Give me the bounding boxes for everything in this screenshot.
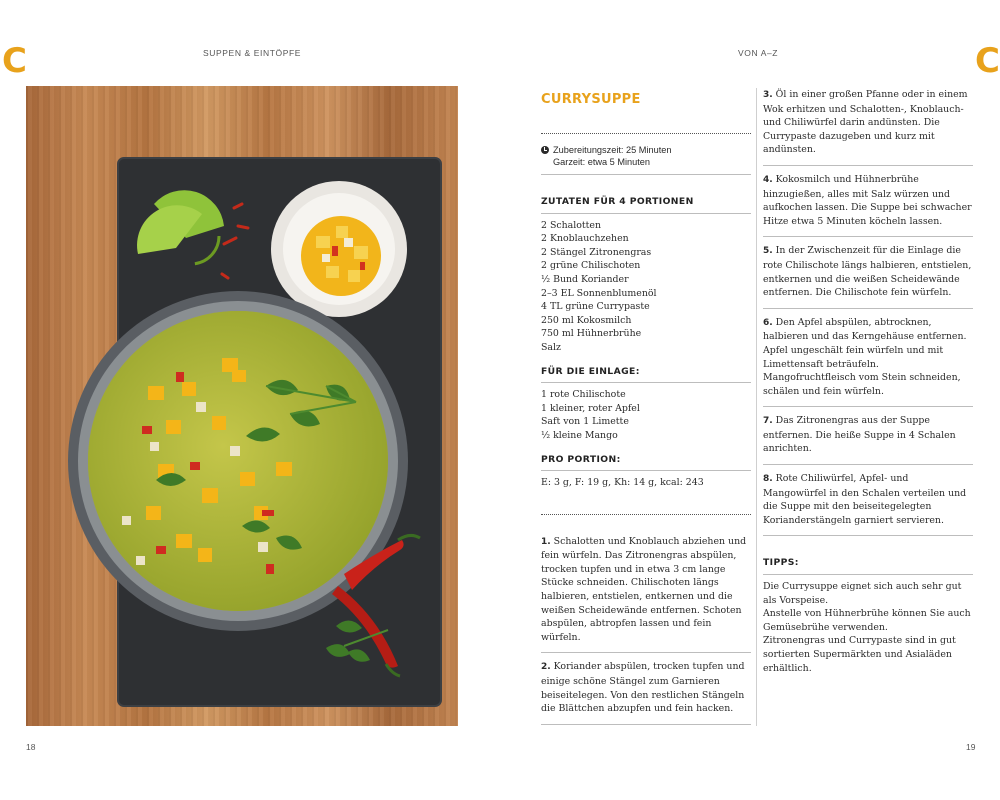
- chapter-letter-left: C: [2, 41, 27, 81]
- list-item: 2 Stängel Zitronengras: [541, 246, 652, 258]
- recipe-title: CURRYSUPPE: [541, 92, 641, 107]
- portion-values: E: 3 g, F: 19 g, Kh: 14 g, kcal: 243: [541, 477, 704, 489]
- step-text: Den Apfel abspülen, abtrocknen, halbieren und das Kerngehäuse entfernen. Apfel ungeschält fein würfeln und mit Limettensaft beträufeln. Mangofruchtfleisch vom Stein schneiden, schälen und fein würfeln.: [763, 316, 967, 397]
- list-item: 2–3 EL Sonnenblumenöl: [541, 287, 657, 299]
- list-item: ½ Bund Koriander: [541, 273, 629, 285]
- ingredients-list: [541, 219, 751, 355]
- rule: [541, 470, 751, 471]
- tip-1: Die Currysuppe eignet sich auch sehr gut als Vorspeise.: [763, 581, 962, 606]
- page-number-right: 19: [966, 742, 976, 752]
- step-8: [763, 465, 973, 535]
- list-item: 750 ml Hühnerbrühe: [541, 328, 642, 340]
- step-number: 6.: [763, 317, 773, 328]
- list-item: 2 grüne Chilischoten: [541, 260, 641, 272]
- list-item: 2 Schalotten: [541, 219, 602, 231]
- list-item: Salz: [541, 341, 561, 353]
- list-item: 1 kleiner, roter Apfel: [541, 402, 640, 414]
- step-text: Schalotten und Knoblauch abziehen und fein würfeln. Das Zitronengras abspülen, trocken tupfen und in etwa 3 cm lange Stücke schneiden. Chilischoten längs halbieren, entstielen, entkernen und die weißen Scheidewände entfernen. Schoten abspülen, abtropfen lassen und fein würfeln.: [541, 535, 747, 643]
- tip-3: Zitronengras und Currypaste sind in gut sortierten Supermärkten und Asialäden erhältlich.: [763, 635, 956, 674]
- step-number: 1.: [541, 536, 551, 547]
- step-number: 3.: [763, 90, 773, 100]
- tip-2: Anstelle von Hühnerbrühe können Sie auch Gemüsebrühe verwenden.: [763, 608, 971, 633]
- list-item: 4 TL grüne Currypaste: [541, 301, 650, 313]
- rule: [763, 535, 973, 536]
- step-number: 7.: [763, 416, 773, 427]
- step-number: 8.: [763, 474, 773, 485]
- running-head-right: VON A–Z: [738, 48, 779, 58]
- step-3: [763, 88, 973, 165]
- prep-time: Zubereitungszeit: 25 Minuten: [553, 145, 672, 155]
- recipe-photo: [26, 86, 458, 726]
- rule: [541, 382, 751, 383]
- ingredients-heading: ZUTATEN FÜR 4 PORTIONEN: [541, 196, 694, 207]
- step-text: Rote Chiliwürfel, Apfel- und Mangowürfel in den Schalen verteilen und die Suppe mit den beiseitegelegten Korianderstängeln garniert servieren.: [763, 473, 967, 526]
- recipe-column-left: [541, 88, 751, 725]
- rule: [541, 724, 751, 725]
- step-7: [763, 407, 973, 464]
- einlage-heading: FÜR DIE EINLAGE:: [541, 365, 640, 377]
- step-text: In der Zwischenzeit für die Einlage die rote Chilischote längs halbieren, entstielen, entkernen und die weißen Scheidewände entfernen. Die Chilischote fein würfeln.: [763, 245, 972, 299]
- bowl-of-curry-soup-icon: [26, 86, 458, 726]
- list-item: 250 ml Kokosmilch: [541, 314, 632, 326]
- step-text: Das Zitronengras aus der Suppe entfernen. Die heiße Suppe in 4 Schalen anrichten.: [763, 415, 956, 455]
- recipe-column-right: [763, 88, 973, 675]
- step-number: 2.: [541, 662, 551, 673]
- portion-heading: PRO PORTION:: [541, 453, 621, 465]
- column-divider: [756, 88, 757, 726]
- rule: [763, 574, 973, 575]
- step-text: Koriander abspülen, trocken tupfen und einige schöne Stängel zum Garnieren beiseitelegen. Von den restlichen Stängeln die Blättchen abzupfen und fein hacken.: [541, 661, 745, 715]
- step-4: [763, 166, 973, 236]
- step-1: [541, 515, 751, 653]
- step-2: [541, 653, 751, 723]
- running-head-left: SUPPEN & EINTÖPFE: [203, 48, 302, 58]
- clock-icon: [541, 146, 549, 154]
- list-item: ½ kleine Mango: [541, 429, 618, 441]
- step-text: Öl in einer großen Pfanne oder in einem Wok erhitzen und Schalotten-, Knoblauch- und Chiliwürfel darin andünsten. Die Currypaste dazugeben und kurz mit andünsten.: [763, 89, 968, 156]
- time-block: [541, 134, 751, 174]
- step-number: 4.: [763, 174, 773, 185]
- tips-heading: TIPPS:: [763, 557, 799, 569]
- step-text: Kokosmilch und Hühnerbrühe hinzugießen, alles mit Salz würzen und aufkochen lassen. Die Suppe bei schwacher Hitze etwa 5 Minuten köcheln lassen.: [763, 173, 972, 227]
- cook-time: Garzeit: etwa 5 Minuten: [553, 157, 651, 167]
- list-item: 2 Knoblauchzehen: [541, 233, 629, 245]
- chapter-letter-right: C: [975, 41, 1000, 81]
- step-number: 5.: [763, 246, 773, 257]
- list-item: Saft von 1 Limette: [541, 416, 629, 428]
- step-6: [763, 309, 973, 407]
- page-number-left: 18: [26, 742, 36, 752]
- rule: [541, 174, 751, 175]
- einlage-list: [541, 388, 751, 442]
- step-5: [763, 237, 973, 307]
- list-item: 1 rote Chilischote: [541, 389, 626, 401]
- rule: [541, 213, 751, 214]
